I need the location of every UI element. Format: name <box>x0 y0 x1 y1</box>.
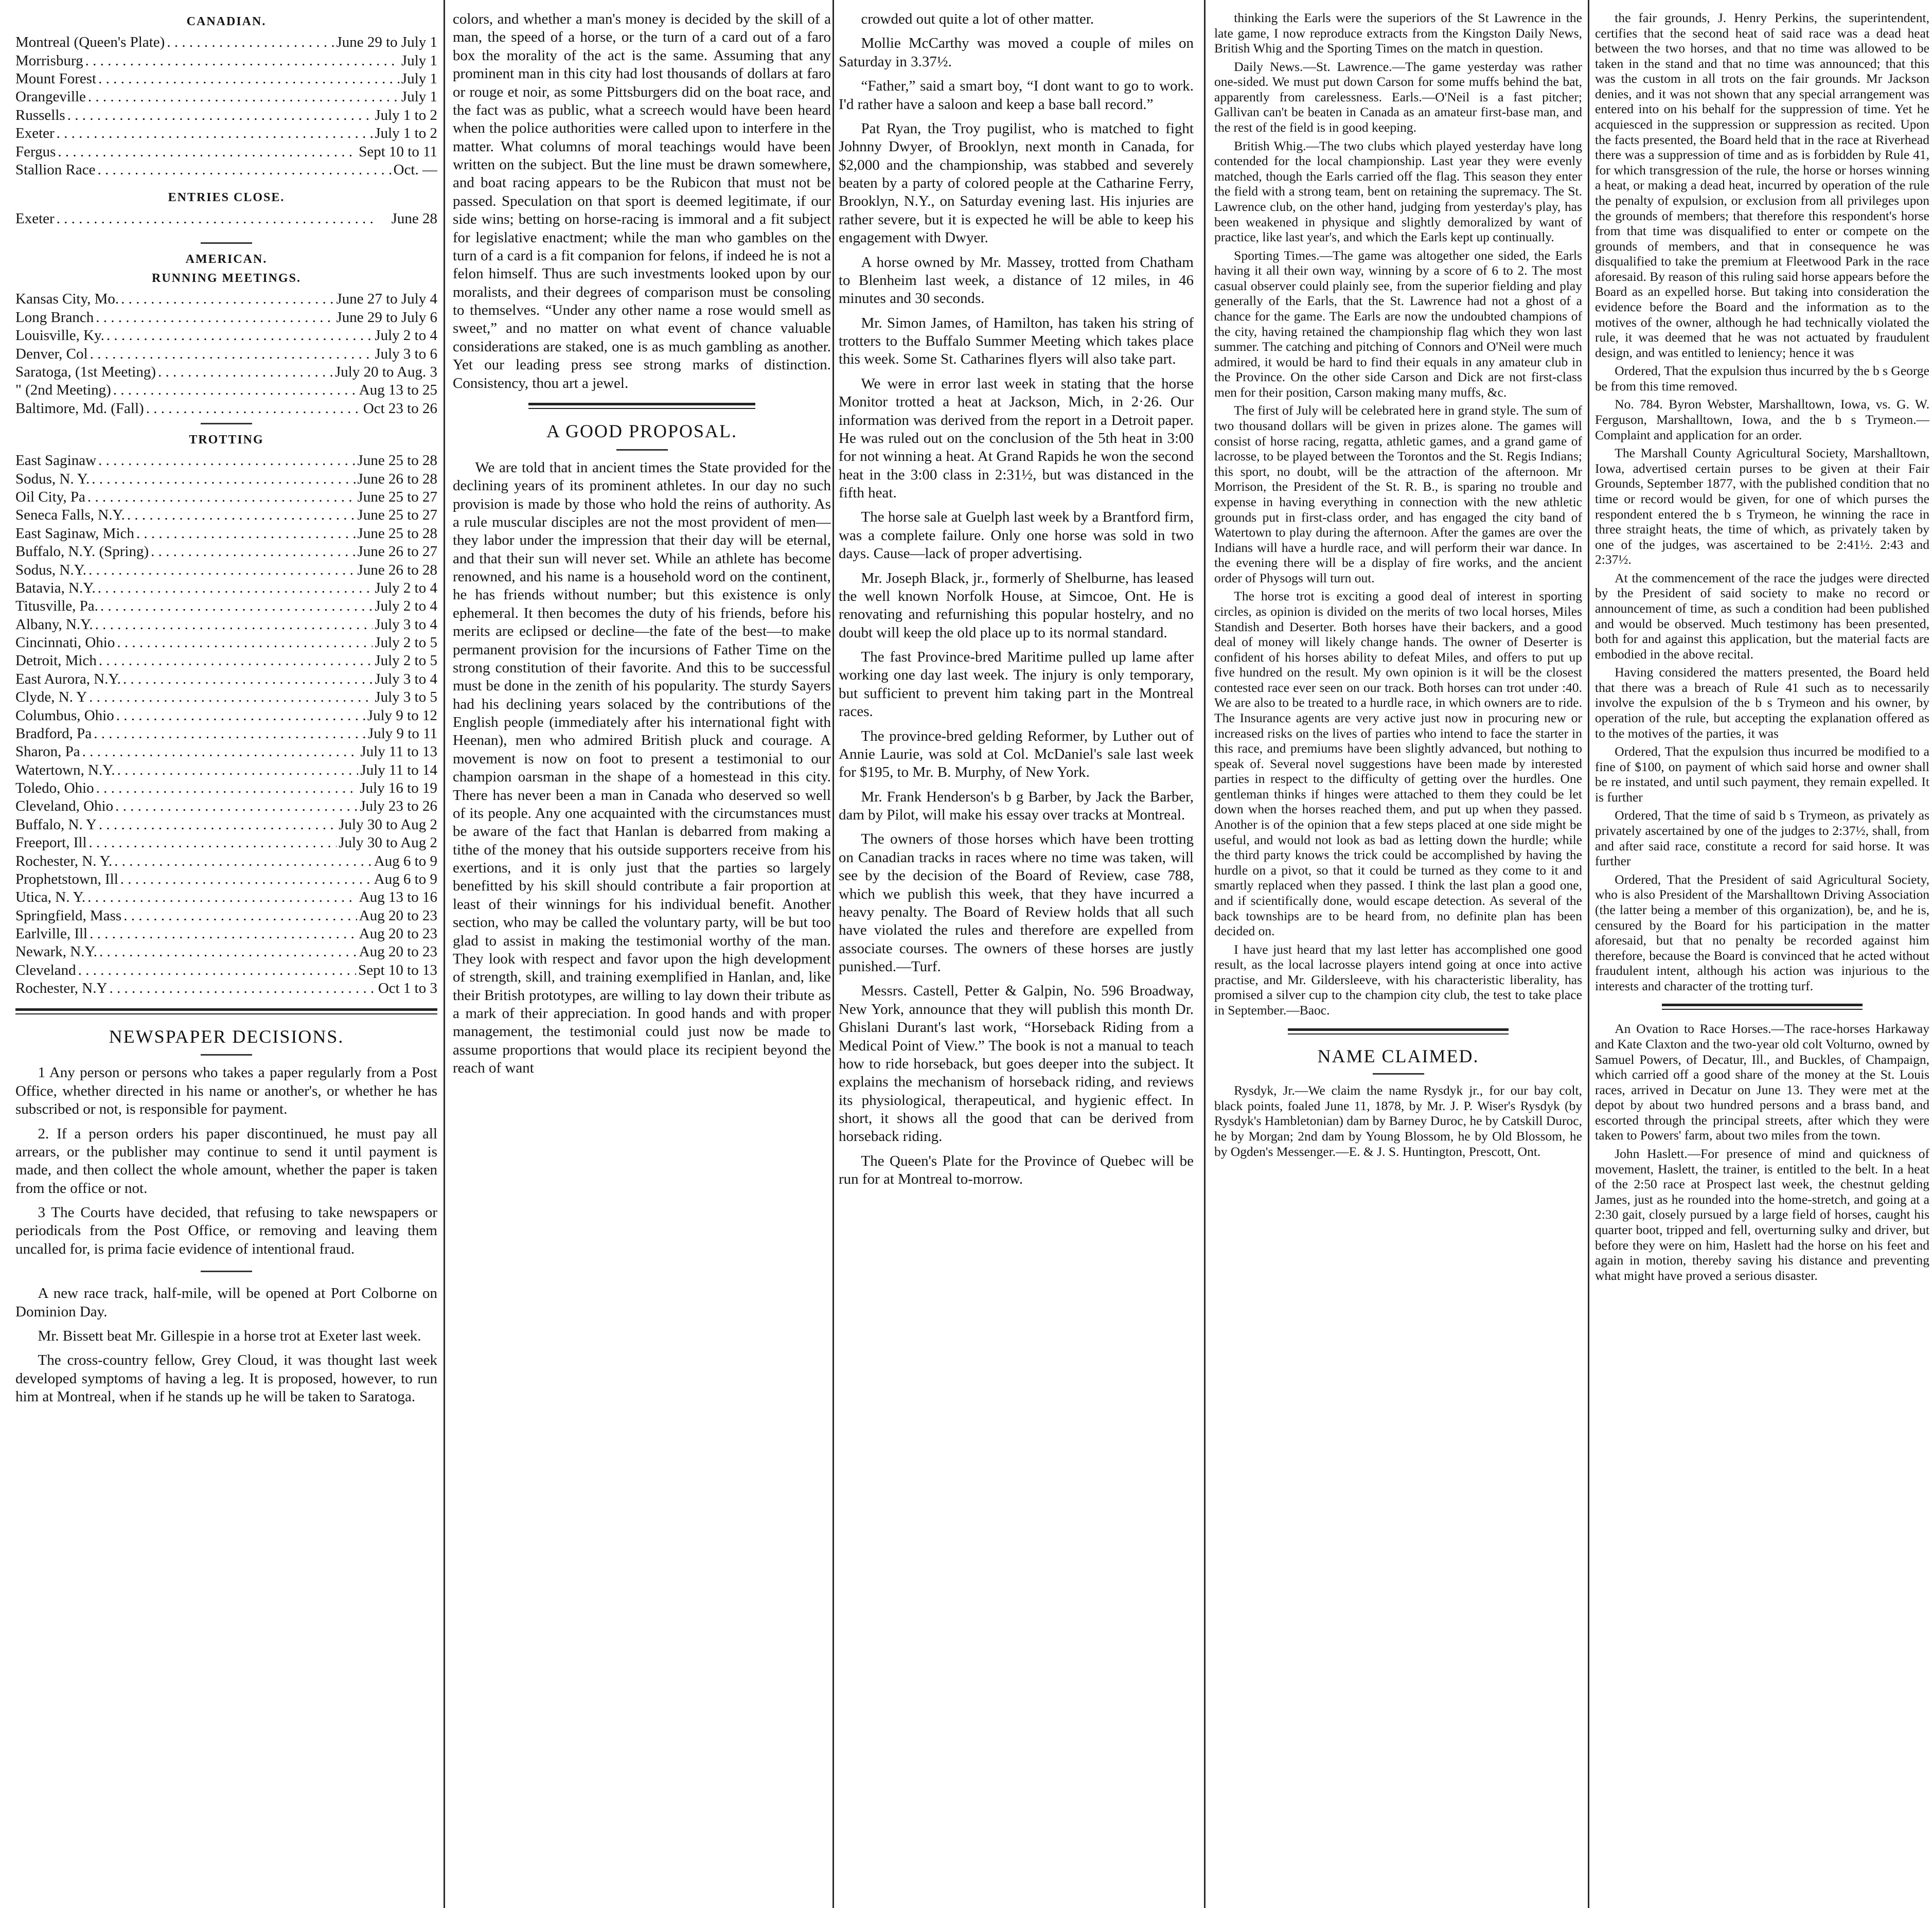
fixture-name: Morrisburg <box>15 52 83 69</box>
fixture-dates: June 29 to July 1 <box>336 34 437 51</box>
fixture-dates: Oct. — <box>393 161 437 178</box>
leader-dots <box>123 907 357 925</box>
news-item: “Father,” said a smart boy, “I dont want to go to work. I'd rather have a saloon and keep a base ball record.” <box>839 78 1194 113</box>
fixture-dates: July 2 to 4 <box>375 327 437 344</box>
fixture-name: Fergus <box>15 143 56 160</box>
fixture-name: Batavia, N.Y. <box>15 579 96 596</box>
correspondence-paragraph: The horse trot is exciting a good deal of interest in sporting circles, as opinion is divided on the merits of two local horses, Miles Standish and Deserter. Both horses have their backers, and a good deal of money will likely change hands. The owner of Deserter is confident of his horses ability to defeat Miles, and offers to put up five hundred on the result. My own opinion is it will be the closest contested race ever seen on our track. Both horses can trot under :40. We are also to be treated to a hurdle race, in which owners are to ride. The Insurance agents are very active just now in procuring new or increased risks on the lives of parties who intend to face the starter in this race, and premiums have been slightly advanced, but nothing to speak of. Several novel suggestions have been made by interested parties in respect to the difficulty of getting over the hurdles. One gentleman thinks if hinges were attached to them they could be let down when the horses reached them, and put up when they passed. Another is of the opinion that a few steps placed at one side might be useful, and would not look as bad as letting down the hurdle; while the third party knows the trick could be accomplished by having the hurdle on a pivot, so that it could be turned as they come to it and smartly replaced when they passed. I think the last plan a good one, and if scientifically done, would escape detection. As several of the back townships are to be heard from, no definite plan has been decided on. <box>1214 589 1582 939</box>
leader-dots <box>98 579 373 597</box>
leader-dots <box>158 363 333 381</box>
leader-dots <box>98 452 355 470</box>
running-meetings-list <box>15 290 437 418</box>
board-paragraph: the fair grounds, J. Henry Perkins, the superintendent, certifies that the second heat of said race was a dead heat between the two horses, and that no time was allowed to be taken in the stand and that no time was announced; that this was the custom in all trots on the fair grounds. Mr Jackson denies, and it was not shown that any special arrangement was entered into on his behalf for the suppression of time. Yet he acquiesced in the suppression or suppression as recited. Upon the facts presented, the Board held that in the race at Riverhead there was a suppression of time and as is forbidden by Rule 41, for which transgression of the rule, the horse or horses winning a heat, or making a dead heat, incurred by operation of the rule the penalty of expulsion, or exclusion from all privileges upon the grounds of members; that therefore this respondent's horse from that time was disqualified to enter or compete on the grounds of members, and that in consequence he was disqualified to take the premium at Fleetwood Park in the race aforesaid. By reason of this ruling said horse appears before the Board as an expelled horse. But taking into consideration the evidence before the Board and the information as to the motives of the owner, although he had technically violated the rule, it was deemed that he was not actuated by fraudulent design, and was entitled to leniency; hence it was <box>1595 10 1929 360</box>
canadian-heading: CANADIAN. <box>186 15 267 28</box>
fixture-dates: Aug 6 to 9 <box>374 852 437 869</box>
correspondence-list <box>1214 10 1582 1018</box>
column-rule <box>1588 0 1589 1908</box>
fixture-dates: June 25 to 27 <box>357 489 437 506</box>
news-item: The horse sale at Guelph last week by a Brantford firm, was a complete failure. Only one horse was sold in two days. Cause—lack of proper advertising. <box>839 509 1194 562</box>
column-rule <box>832 0 834 1908</box>
decision-item: 3 The Courts have decided, that refusing to take newspapers or periodicals from the Post Office, or removing and leaving them uncalled for, is prima facie evidence of intentional fraud. <box>15 1204 437 1257</box>
fixture-name: Saratoga, (1st Meeting) <box>15 363 156 380</box>
fixture-row <box>15 852 437 870</box>
fixture-dates: July 20 to Aug. 3 <box>335 363 437 380</box>
column-correspondence <box>1214 10 1582 1903</box>
american-heading: AMERICAN. <box>185 252 268 266</box>
double-rule <box>528 403 755 409</box>
fixture-dates: June 27 to July 4 <box>336 291 437 308</box>
board-paragraph: Ordered, That the expulsion thus incurred be modified to a fine of $100, on payment of which said horse and owner shall be re instated, and until such payment, they remain expelled. It is further <box>1595 744 1929 805</box>
fixture-row <box>15 561 437 579</box>
fixture-dates: Aug 20 to 23 <box>359 943 437 960</box>
leader-dots <box>78 961 357 979</box>
news-item: John Haslett.—For presence of mind and quickness of movement, Haslett, the trainer, is entitled to the belt. In a heat of the 2:50 race at Prospect last week, the chestnut gelding James, just as he rounded into the home-stretch, and going at a 2:30 gait, closely pursued by a large field of horses, caught his quarter boot, tripped and fell, overturning sulky and driver, but before they were on him, Haslett had the horse on his feet and again in motion, thereby saving his distance and preventing what might have proved a serious disaster. <box>1595 1146 1929 1283</box>
fixture-name: Cleveland, Ohio <box>15 798 114 815</box>
name-claimed-heading: NAME CLAIMED. <box>1317 1045 1479 1066</box>
fixture-dates: June 25 to 28 <box>357 452 437 469</box>
leader-dots <box>92 470 355 488</box>
fixture-dates: July 1 to 2 <box>375 125 437 142</box>
fixture-row <box>15 797 437 815</box>
leader-dots <box>117 761 359 779</box>
leader-dots <box>99 943 357 961</box>
fixture-name: Utica, N. Y. <box>15 889 86 906</box>
leader-dots <box>88 561 355 579</box>
fixture-name: Springfield, Mass <box>15 907 122 924</box>
fixture-dates: June 25 to 28 <box>357 525 437 542</box>
fixture-row <box>15 143 437 161</box>
fixture-dates: Oct 1 to 3 <box>378 980 437 997</box>
fixture-name: Albany, N.Y. <box>15 616 93 633</box>
fixture-name: Cincinnati, Ohio <box>15 634 115 651</box>
double-rule <box>15 1008 437 1014</box>
running-meetings-heading: RUNNING MEETINGS. <box>151 272 302 286</box>
news-item: Mr. Joseph Black, jr., formerly of Shelburne, has leased the well known Norfolk House, at Simcoe, Ont. He is renovating and refurnishing this popular hostelry, and no doubt will keep the old place up to its normal standard. <box>839 569 1194 641</box>
fixture-row <box>15 106 437 124</box>
fixture-dates: Aug 13 to 25 <box>359 382 437 399</box>
fixture-name: Orangeville <box>15 88 86 105</box>
fixture-name: Buffalo, N.Y. (Spring) <box>15 543 149 560</box>
fixture-row <box>15 124 437 142</box>
fixture-dates: July 30 to Aug 2 <box>339 834 437 851</box>
leader-dots <box>115 797 358 815</box>
fixture-dates: July 2 to 4 <box>375 598 437 615</box>
news-item: Mr. Frank Henderson's b g Barber, by Jack the Barber, dam by Pilot, will make his essay over tracks at Montreal. <box>839 788 1194 823</box>
fixture-name: Kansas City, Mo. <box>15 291 119 308</box>
good-proposal-heading: A GOOD PROPOSAL. <box>546 420 738 441</box>
fixture-dates: June 25 to 27 <box>357 507 437 524</box>
leader-dots <box>136 525 356 543</box>
leader-dots <box>96 309 334 327</box>
leader-dots <box>96 779 358 797</box>
leader-dots <box>90 925 357 943</box>
fixture-row <box>15 488 437 506</box>
news-item: The fast Province-bred Maritime pulled up lame after working one day last week. The injury is only temporary, but sufficient to prevent him taking part in the Montreal races. <box>839 649 1194 720</box>
fixture-row <box>15 400 437 418</box>
divider <box>201 1271 252 1272</box>
fixture-dates: Sept 10 to 13 <box>358 961 437 978</box>
fixture-name: Oil City, Pa <box>15 489 85 506</box>
fixture-name: Columbus, Ohio <box>15 707 114 724</box>
leader-dots <box>146 400 361 418</box>
correspondence-paragraph: thinking the Earls were the superiors of the St Lawrence in the late game, I now reproduce extracts from the Kingston Daily News, British Whig and the Sporting Times on the match in question. <box>1214 10 1582 56</box>
fixture-dates: July 2 to 4 <box>375 579 437 596</box>
trotting-list <box>15 452 437 997</box>
news-item: Pat Ryan, the Troy pugilist, who is matched to fight Johnny Dwyer, of Brooklyn, next month in Canada, for $2,000 and the championship, was stabbed and severely beaten by a party of colored people at the Catharine Ferry, Brooklyn, N.Y., on Saturday evening last. His injuries are rather severe, but it is expected he will be able to keep his engagement with Dwyer. <box>839 120 1194 246</box>
news-item: A new race track, half-mile, will be opened at Port Colborne on Dominion Day. <box>15 1285 437 1320</box>
leader-dots <box>109 979 376 997</box>
fixture-dates: June 26 to 28 <box>357 561 437 578</box>
fixture-dates: July 3 to 4 <box>375 616 437 633</box>
leader-dots <box>99 652 373 670</box>
leader-dots <box>99 816 336 834</box>
fixture-dates: July 11 to 13 <box>360 743 437 760</box>
fixture-name: Newark, N.Y. <box>15 943 97 960</box>
column-board-of-review <box>1595 10 1929 1903</box>
fixture-dates: July 30 to Aug 2 <box>339 816 437 833</box>
fixture-dates: June 29 to July 6 <box>336 309 437 326</box>
items-list <box>1595 1021 1929 1283</box>
fixture-name: Sodus, N. Y. <box>15 470 90 487</box>
fixture-dates: Sept 10 to 11 <box>359 143 437 160</box>
news-item: Mollie McCarthy was moved a couple of miles on Saturday in 3.37½. <box>839 35 1194 70</box>
newspaper-decisions-heading: NEWSPAPER DECISIONS. <box>109 1026 344 1047</box>
fixture-row <box>15 834 437 852</box>
fixture-row <box>15 616 437 634</box>
leader-dots <box>107 327 373 345</box>
fixture-name: Cleveland <box>15 961 76 978</box>
fixture-row <box>15 779 437 797</box>
correspondence-paragraph: Sporting Times.—The game was altogether one sided, the Earls having it all their own way, winning by a score of 6 to 2. The most casual observer could plainly see, from the superior fielding and play generally of the Earls, that the St. Lawrence had not a ghost of a chance for the game. The Earls are now the undoubted champions of the city, having retained the championship flag which they won last summer. The catching and pitching of Connors and O'Neil were much admired, it would be hard to find their equals in any amateur club in the Province. On the other side Carson and Dick are not first-class men for their position, Carson making many muffs, &c. <box>1214 247 1582 400</box>
fixture-dates: Aug 20 to 23 <box>359 925 437 942</box>
fixture-row <box>15 579 437 597</box>
board-paragraph: No. 784. Byron Webster, Marshalltown, Iowa, vs. G. W. Ferguson, Marshalltown, Iowa, and the b s Trymeon.—Complaint and application for an order. <box>1595 397 1929 442</box>
divider <box>201 242 252 244</box>
fixture-row <box>15 470 437 488</box>
leader-dots <box>94 725 366 743</box>
fixture-dates: Oct 23 to 26 <box>363 400 437 417</box>
fixture-name: Detroit, Mich <box>15 652 97 669</box>
fixture-row <box>15 161 437 179</box>
fixture-dates: Aug 13 to 16 <box>359 889 437 906</box>
fixture-name: Titusville, Pa. <box>15 598 98 615</box>
fixture-dates: July 1 <box>401 70 437 87</box>
board-paragraph: Ordered, That the time of said b s Trymeon, as privately as privately ascertained by one of the judges to 2:37½, shall, from and after said race, constitute a record for said horse. It was further <box>1595 808 1929 869</box>
fixture-dates: July 3 to 4 <box>375 670 437 687</box>
fixture-row <box>15 506 437 524</box>
fixture-row <box>15 210 437 228</box>
fixture-name: Bradford, Pa <box>15 725 92 742</box>
fixture-row <box>15 707 437 725</box>
fixture-row <box>15 345 437 363</box>
fixture-row <box>15 761 437 779</box>
fixture-row <box>15 979 437 997</box>
leader-dots <box>57 210 389 228</box>
news-item: Mr. Bissett beat Mr. Gillespie in a horse trot at Exeter last week. <box>38 1327 421 1344</box>
fixture-row <box>15 381 437 399</box>
fixture-name: East Saginaw <box>15 452 97 469</box>
fixture-name: Clyde, N. Y <box>15 689 87 706</box>
decision-item: 2. If a person orders his paper discontinued, he must pay all arrears, or the publisher may continue to send it until payment is made, and then collect the whole amount, whether the paper is taken from the office or not. <box>15 1125 437 1197</box>
leader-dots <box>116 707 365 725</box>
fixture-name: Buffalo, N. Y <box>15 816 97 833</box>
entries-heading: ENTRIES CLOSE. <box>168 191 285 205</box>
news-item: The province-bred gelding Reformer, by Luther out of Annie Laurie, was sold at Col. McDaniel's sale last week for $195, to Mr. B. Murphy, of New York. <box>839 727 1194 781</box>
leader-dots <box>167 33 334 51</box>
fixture-row <box>15 88 437 106</box>
leader-dots <box>89 688 373 706</box>
fixture-name: Mount Forest <box>15 70 97 87</box>
fixture-row <box>15 816 437 834</box>
fixture-row <box>15 452 437 470</box>
fixture-name: Earlville, Ill <box>15 925 88 942</box>
canadian-fixture-list <box>15 33 437 179</box>
decision-item: 1 Any person or persons who takes a paper regularly from a Post Office, whether directed in his name or another's, or whether he has subscribed or not, is responsible for payment. <box>15 1064 437 1118</box>
column-brevities <box>839 10 1194 1903</box>
leader-dots <box>58 143 357 161</box>
column-editorial <box>453 10 831 1903</box>
fixture-name: East Saginaw, Mich <box>15 525 134 542</box>
fixture-row <box>15 52 437 70</box>
brevities-list <box>839 10 1194 1189</box>
leader-dots <box>87 488 356 506</box>
fixture-dates: July 9 to 11 <box>367 725 437 742</box>
fixture-dates: July 1 to 2 <box>375 106 437 123</box>
fixture-row <box>15 70 437 88</box>
board-paragraph: Ordered, That the expulsion thus incurred by the b s George be from this time removed. <box>1595 363 1929 394</box>
fixture-row <box>15 33 437 51</box>
fixture-row <box>15 290 437 308</box>
fixture-row <box>15 525 437 543</box>
leader-dots <box>95 616 373 634</box>
fixture-name: Long Branch <box>15 309 94 326</box>
leader-dots <box>87 888 357 906</box>
fixture-name: Montreal (Queen's Plate) <box>15 34 165 51</box>
trotting-heading: TROTTING <box>189 433 264 447</box>
leader-dots <box>97 161 391 179</box>
fixture-row <box>15 943 437 961</box>
fixture-row <box>15 907 437 925</box>
leader-dots <box>67 106 373 124</box>
fixture-dates: July 2 to 5 <box>375 652 437 669</box>
fixture-name: Exeter <box>15 210 55 227</box>
correspondence-paragraph: British Whig.—The two clubs which played yesterday have long contended for the local championship. Last year they were evenly matched, though the Earls carried off the flag. This season they enter the field with a strong team, bent on retaining the supremacy. The St. Lawrence club, on the other hand, judging from yesterday's play, has been weakened in physique and slightly demoralized by want of practice, like last year's, and which the Earls kept up continually. <box>1214 138 1582 245</box>
leader-dots <box>82 743 359 761</box>
leader-dots <box>151 543 355 561</box>
divider <box>1373 1073 1424 1075</box>
column-rule <box>1204 0 1206 1908</box>
fixture-name: Watertown, N.Y. <box>15 761 115 778</box>
fixture-dates: Aug 6 to 9 <box>374 870 437 887</box>
fixture-name: Denver, Col <box>15 345 88 362</box>
double-rule <box>1288 1028 1509 1035</box>
fixture-row <box>15 597 437 615</box>
news-item: crowded out quite a lot of other matter. <box>861 11 1094 27</box>
fixture-name: Baltimore, Md. (Fall) <box>15 400 144 417</box>
fixture-row <box>15 688 437 706</box>
proposal-article <box>453 459 831 1078</box>
column-fixtures <box>15 10 437 1903</box>
leader-dots <box>85 52 399 70</box>
fixture-row <box>15 543 437 561</box>
fixture-name: Freeport, Ill <box>15 834 87 851</box>
leader-dots <box>121 290 334 308</box>
fixture-dates: July 16 to 19 <box>360 780 437 797</box>
fixture-row <box>15 634 437 652</box>
board-paragraph: Having considered the matters presented, the Board held that there was a breach of Rule 41 such as to necessarily involve the expulsion of the b s Trymeon and his owner, by operation of the rule, but accepting the explanation offered as to the motives of the parties, it was <box>1595 665 1929 741</box>
leader-dots <box>90 345 373 363</box>
entries-list <box>15 210 437 228</box>
fixture-row <box>15 870 437 888</box>
news-item: We were in error last week in stating that the horse Monitor trotted a heat at Jackson, Mich, in 2·26. Our information was derived from the report in a Detroit paper. He was ruled out on the conclusion of the 5th heat in 3:00 for not winning a heat. At Grand Rapids he won the second heat in the 3:00 class in 2:31½, but was distanced in the fifth heat. <box>839 375 1194 501</box>
fixture-dates: June 28 <box>391 210 437 227</box>
fixture-dates: June 26 to 27 <box>357 543 437 560</box>
editorial-text: colors, and whether a man's money is decided by the skill of a man, the speed of a horse, or the turn of a card out of a faro box the morality of the act is the same. Assuming that any prominent man in this city had lost thousands of dollars at faro or rouge et noir, as some Pittsburgers did on the boat race, and the fact was as public, what a screech would have been heard when the police authorities were called upon to interfere in the matter. What columns of moral teachings would have been written on the subject. But the line must be drawn somewhere, and boat racing appears to be the Rubicon that must not be passed. Speculation on that sport is deemed legitimate, if our side wins; betting on horse-racing is immoral and a fit subject for legislative enactment; while the man who gambles on the turn of a card is a fit companion for felons, if indeed he is not a felon himself. Thus are such investments looked upon by our moralists, and their degrees of comparison must be consoling to themselves. “Under any other name a rose would smell as sweet,” and no matter on what event of chance valuable considerations are staked, one is as much gambling as another. Yet our leading press see strong marks of distinction. Consistency, thou art a jewel. <box>453 11 831 391</box>
fixture-dates: July 9 to 12 <box>367 707 437 724</box>
fixture-row <box>15 309 437 327</box>
correspondence-paragraph: Daily News.—St. Lawrence.—The game yesterday was rather one-sided. We must put down Carson for some muffs behind the bat, apparently from carelessness. Earls.—O'Neil is a fast pitcher; Gallivan can't be beaten in Canada as an amateur first-base man, and the rest of the field is in good keeping. <box>1214 59 1582 135</box>
fixture-name: Exeter <box>15 125 55 142</box>
news-item: Messrs. Castell, Petter & Galpin, No. 596 Broadway, New York, announce that they will publish this month Dr. Ghislani Durant's last work, “Horseback Riding from a Medical Point of View.” The book is not a manual to teach how to ride horseback, but goes deeper into the subject. It explains the mechanism of horseback riding, and reviews its physiological, therapeutical, and hygienic effect. In short, it shows all the good that can be derived from horseback riding. <box>839 983 1194 1145</box>
news-item: The cross-country fellow, Grey Cloud, it was thought last week developed symptoms of having a leg. It is proposed, however, to run him at Montreal, when if he stands up he will be taken to Saratoga. <box>15 1352 437 1405</box>
divider <box>201 423 252 424</box>
fixture-row <box>15 888 437 906</box>
fixture-row <box>15 652 437 670</box>
fixture-row <box>15 670 437 688</box>
leader-dots <box>123 670 373 688</box>
news-item: The Queen's Plate for the Province of Quebec will be run for at Montreal to-morrow. <box>839 1152 1194 1188</box>
news-item: The owners of those horses which have been trotting on Canadian tracks in races where no time was taken, will see by the decision of the Board of Review, case 788, which we publish this week, that they have incurred a heavy penalty. The Board of Review holds that all such have violated the rules and therefore are expelled from associate courses. The owners of these horses are justly punished.—Turf. <box>839 831 1194 975</box>
divider <box>201 1054 252 1056</box>
fixture-name: Sodus, N.Y. <box>15 561 87 578</box>
leader-dots <box>120 870 372 888</box>
fixture-dates: July 3 to 6 <box>375 345 437 362</box>
fixture-row <box>15 743 437 761</box>
fixture-name: Sharon, Pa <box>15 743 80 760</box>
fixture-name: Louisville, Ky. <box>15 327 104 344</box>
fixture-row <box>15 725 437 743</box>
fixture-name: Stallion Race <box>15 161 96 178</box>
leader-dots <box>127 506 356 524</box>
news-item: A horse owned by Mr. Massey, trotted from Chatham to Blenheim last week, a distance of 12 miles, in 46 minutes and 30 seconds. <box>839 254 1194 307</box>
fixture-dates: July 2 to 5 <box>375 634 437 651</box>
news-item: Mr. Simon James, of Hamilton, has taken his string of trotters to the Buffalo Summer Meeting which takes place this week. Some St. Catharines flyers will also take part. <box>839 314 1194 368</box>
news-item: An Ovation to Race Horses.—The race-horses Harkaway and Kate Claxton and the two-year old colt Volturno, owned by Samuel Powers, of Decatur, Ill., and Buckles, of Champaign, which carried off a good share of the money at the St. Louis races, arrived in Decatur on June 13. They were met at the depot by about two hundred persons and a brass band, and escorted through the principal streets, after which they were taken to Powers' farm, about two miles from the town. <box>1595 1021 1929 1143</box>
divider <box>616 449 668 451</box>
fixture-name: Russells <box>15 106 65 123</box>
fixture-dates: Aug 20 to 23 <box>359 907 437 924</box>
leader-dots <box>117 634 373 652</box>
fixture-dates: July 11 to 14 <box>360 761 437 778</box>
fixture-dates: July 23 to 26 <box>360 798 437 815</box>
notes-list <box>15 1285 437 1406</box>
leader-dots <box>88 88 399 106</box>
fixture-dates: July 3 to 5 <box>375 689 437 706</box>
correspondence-paragraph: I have just heard that my last letter has accomplished one good result, as the local lacrosse players intend going at once into active practise, and Mr. Gildersleeve, with his characteristic liberality, has promised a silver cup to the champion city club, the test to take place in September.—Baoc. <box>1214 941 1582 1018</box>
fixture-row <box>15 961 437 979</box>
fixture-row <box>15 327 437 345</box>
fixture-dates: July 1 <box>401 52 437 69</box>
fixture-name: Seneca Falls, N.Y. <box>15 507 125 524</box>
fixture-row <box>15 363 437 381</box>
correspondence-paragraph: The first of July will be celebrated here in grand style. The sum of two thousand dollars will be given in prizes alone. The games will consist of horse racing, regatta, athletic games, and a grand game of lacrosse, to be played between the Torontos and the St. Regis Indians; this sport, no doubt, will be the attraction of the afternoon. Mr Morrison, the President of the St. R. B., is sparing no trouble and expense in having everything in connection with the new athletic grounds put in first-class order, and has engaged the city band of Watertown to play during the afternoon. After the games are over the Indians will have a hurdle race, and will perform their war dance. In the evening there will be a display of fire works, and the ancient order of Physogs will turn out. <box>1214 403 1582 585</box>
leader-dots <box>89 834 337 852</box>
fixture-row <box>15 925 437 943</box>
leader-dots <box>100 597 373 615</box>
leader-dots <box>98 70 399 88</box>
fixture-name: Toledo, Ohio <box>15 780 94 797</box>
fixture-name: " (2nd Meeting) <box>15 382 111 399</box>
decisions-list <box>15 1064 437 1258</box>
board-paragraph: The Marshall County Agricultural Society, Marshalltown, Iowa, advertised certain purses to be given at their Fair Grounds, September 1877, with the published condition that no time or record would be given, for one of which purses the respondent entered the b s Trymeon, he winning the race in three straight heats, the time of which, as privately taken by one of the judges, was ascertained to be 2:41½. 2:43 and 2:37½. <box>1595 445 1929 567</box>
fixture-name: Rochester, N. Y. <box>15 852 113 869</box>
column-rule <box>444 0 445 1908</box>
board-paragraph: Ordered, That the President of said Agricultural Society, who is also President of the Marshalltown Driving Association (the latter being a member of this organization), be, and he is, censured by the Board for his participation in the matter aforesaid, but that no penalty be recorded against him therefore, because the Board is convinced that he acted without fraudulent intent, although his action was injurious to the interests and character of the trotting turf. <box>1595 871 1929 993</box>
fixture-name: Prophetstown, Ill <box>15 870 118 887</box>
name-claimed-text: Rysdyk, Jr.—We claim the name Rysdyk jr., for our bay colt, black points, foaled June 11, 1878, by Mr. J. P. Wiser's Rysdyk (by Rysdyk's Hambletonian) dam by Barney Duroc, he by Catskill Duroc, he by Morgan; 2nd dam by Young Blossom, he by Old Blossom, he by Ogden's Messenger.—E. & J. S. Huntington, Prescott, Ont. <box>1214 1083 1582 1159</box>
double-rule <box>1662 1004 1863 1010</box>
proposal-paragraph: We are told that in ancient times the State provided for the declining years of its prominent athletes. In our day no such provision is made by those who hold the reins of authority. As a rule muscular disciples are not the most provident of men—they labor under the impression that their day will be eternal, and that their sun will never set. While an athlete has become renowned, and his name is a household word on the continent, he has friends without number; but this existence is only ephemeral. It then becomes the duty of his friends, before his merits are eclipsed or decline—the fate of the best—to make permanent provision for the incursions of Father Time on the strong constitution of their favorite. And this to be successful must be done in the zenith of his popularity. The sturdy Sayers had his declining years solaced by the contributions of the English people (immediately after his international fight with Heenan), men who admired British pluck and courage. A movement is now on foot to present a testimonial to our champion oarsman in the shape of a homestead in this city. There has never been a man in Canada who deserved so well of its people. Any one acquainted with the circumstances must be aware of the fact that Hanlan is debarred from making a tithe of the money that his outside supporters receive from his exertions, and it is only just that the parties so largely benefitted by his skill should contribute a fair proportion at least of their winnings for his individual benefit. Another section, who may be called the voluntary party, will be but too glad to assist in making the testimonial worthy of the man. They look with respect and favor upon the high development of strength, skill, and training exemplified in Hanlan, and, like their British prototypes, are willing to lay down their tribute as a mark of their appreciation. In good hands and with proper management, the testimonial could just now be made to assume proportions that would place its recipient beyond the reach of want <box>453 459 831 1077</box>
fixture-name: Rochester, N.Y <box>15 980 108 997</box>
fixture-dates: July 1 <box>401 88 437 105</box>
leader-dots <box>113 381 357 399</box>
fixture-dates: June 26 to 28 <box>357 470 437 487</box>
board-paragraph: At the commencement of the race the judges were directed by the President of said society to make no record or announcement of time, as such a condition had been published and would be observed. Much testimony has been presented, both for and against this application, but the material facts are embodied in the above recital. <box>1595 570 1929 662</box>
leader-dots <box>57 124 373 142</box>
leader-dots <box>114 852 372 870</box>
board-of-review-list <box>1595 10 1929 993</box>
fixture-name: East Aurora, N.Y. <box>15 670 121 687</box>
